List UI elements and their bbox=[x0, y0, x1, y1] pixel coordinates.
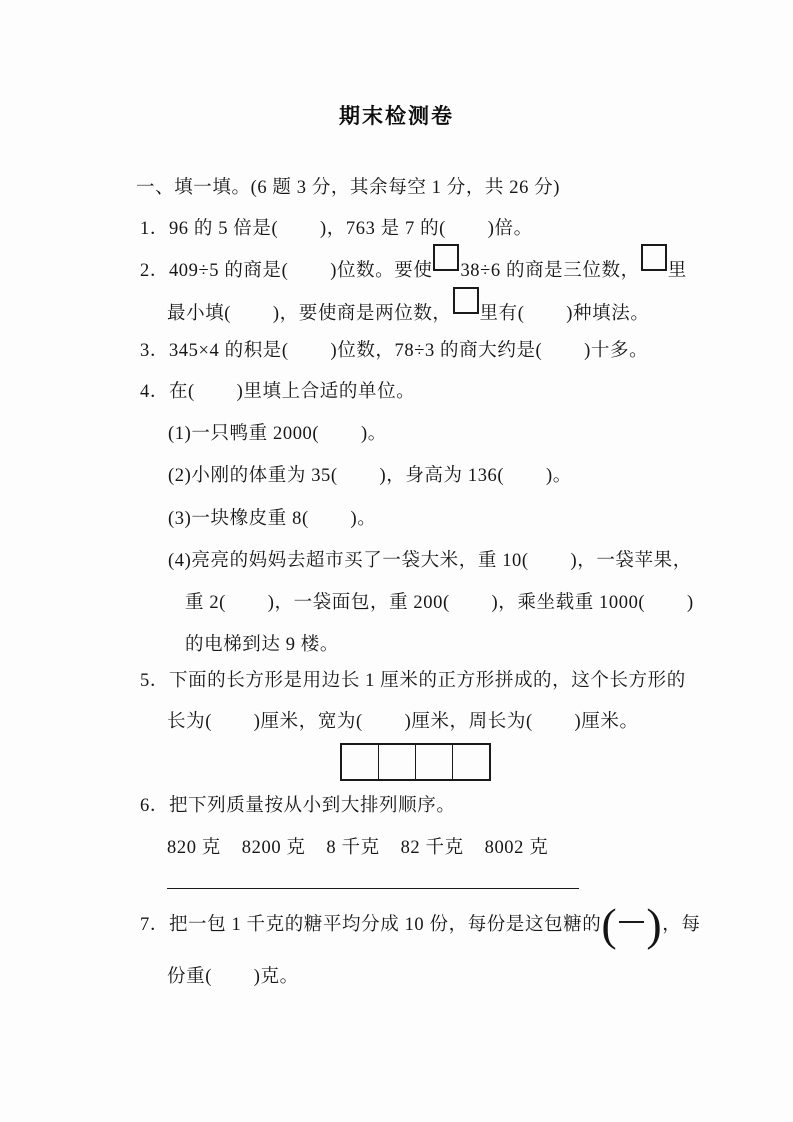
grid-cell bbox=[453, 745, 489, 779]
question-4-sub-2: (2)小刚的体重为 35( )，身高为 136( )。 bbox=[168, 466, 572, 486]
right-paren-glyph: ) bbox=[646, 899, 663, 950]
grid-cell bbox=[416, 745, 453, 779]
question-7-line-2: 份重( )克。 bbox=[167, 967, 299, 987]
left-paren-glyph: ( bbox=[601, 899, 618, 950]
q7-text-b: ，每 bbox=[662, 915, 701, 935]
q2-text-a: 2．409÷5 的商是( )位数。要使 bbox=[140, 261, 433, 281]
q7-text-a: 7．把一包 1 千克的糖平均分成 10 份，每份是这包糖的 bbox=[140, 915, 602, 935]
question-4-sub-3: (3)一块橡皮重 8( )。 bbox=[168, 509, 377, 529]
question-2-line-1 bbox=[140, 244, 687, 283]
q2-text-e: 里有( )种填法。 bbox=[479, 304, 650, 324]
q2-text-b: 38÷6 的商是三位数， bbox=[460, 261, 640, 281]
q2-text-c: 里 bbox=[667, 261, 687, 281]
page-title: 期末检测卷 bbox=[339, 105, 454, 128]
question-3: 3．345×4 的积是( )位数，78÷3 的商大约是( )十多。 bbox=[140, 341, 649, 361]
question-4-stem: 4．在( )里填上合适的单位。 bbox=[140, 382, 416, 402]
q2-fill-square-3 bbox=[453, 287, 479, 314]
q2-text-d: 最小填( )，要使商是两位数， bbox=[167, 304, 452, 324]
question-5-line-1: 5．下面的长方形是用边长 1 厘米的正方形拼成的，这个长方形的 bbox=[140, 671, 686, 691]
question-6-values: 820 克 8200 克 8 千克 82 千克 8002 克 bbox=[167, 838, 549, 858]
q5-square-grid bbox=[340, 743, 491, 781]
question-1: 1．96 的 5 倍是( )，763 是 7 的( )倍。 bbox=[140, 219, 533, 239]
q2-fill-square-1 bbox=[433, 244, 459, 271]
fraction-bar bbox=[619, 921, 644, 923]
question-6-stem: 6．把下列质量按从小到大排列顺序。 bbox=[140, 796, 456, 816]
question-4-sub-4-line-2: 重 2( )，一袋面包，重 200( )，乘坐载重 1000( ) bbox=[185, 593, 694, 613]
question-7-line-1 bbox=[140, 900, 700, 950]
section-1-header: 一、填一填。(6 题 3 分，其余每空 1 分，共 26 分) bbox=[136, 178, 561, 198]
question-5-line-2: 长为( )厘米，宽为( )厘米，周长为( )厘米。 bbox=[167, 712, 639, 732]
grid-cell bbox=[379, 745, 416, 779]
question-4-sub-1: (1)一只鸭重 2000( )。 bbox=[168, 424, 387, 444]
question-4-sub-4-line-3: 的电梯到达 9 楼。 bbox=[185, 635, 340, 655]
q7-fraction-blank bbox=[601, 900, 662, 950]
question-4-sub-4-line-1: (4)亮亮的妈妈去超市买了一袋大米，重 10( )，一袋苹果， bbox=[168, 551, 692, 571]
grid-cell bbox=[342, 745, 379, 779]
q2-fill-square-2 bbox=[641, 244, 667, 271]
q6-answer-line bbox=[167, 888, 579, 889]
question-2-line-2 bbox=[167, 287, 649, 326]
